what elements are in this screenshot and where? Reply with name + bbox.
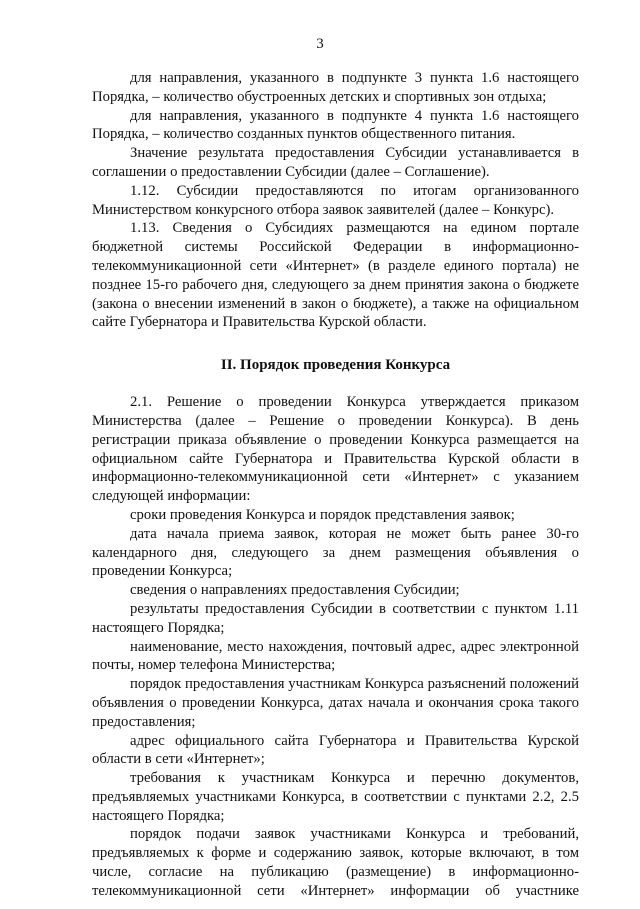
paragraph: результаты предоставления Субсидии в соответствии с пунктом 1.11 настоящего Порядка; [92,600,579,636]
paragraph: требования к участникам Конкурса и перечню документов, предъявляемых участниками Конкурса, в соответствии с пунктами 2.2, 2.5 настоящего Порядка; [92,770,579,824]
paragraph: сведения о направлениях предоставления Субсидии; [130,582,460,599]
paragraph: 2.1. Решение о проведении Конкурса утверждается приказом Министерства (далее – Решение о проведении Конкурса). В день регистрации приказа объявление о проведении Конкурса размещается на официальном сайте Губернатора и Правительства Курской области в информационно-телекоммуникационной сети «Интернет» с указанием следующей информации: [92,394,579,505]
paragraph: дата начала приема заявок, которая не может быть ранее 30-го календарного дня, следующего за днем размещения объявления о проведении Конкурса; [92,525,579,580]
paragraph: Значение результата предоставления Субсидии устанавливается в соглашении о предоставлении Субсидии (далее – Соглашение). [92,145,579,180]
paragraph: порядок подачи заявок участниками Конкурса и требований, предъявляемых к форме и содержанию заявок, которые включают, в том числе, согласие на публикацию (размещение) в информационно-телекоммуникационной сети «Интернет» информации об участнике [92,826,579,899]
paragraph: наименование, место нахождения, почтовый адрес, адрес электронной почты, номер телефона Министерства; [92,638,579,674]
paragraph: сроки проведения Конкурса и порядок представления заявок; [130,506,515,523]
paragraph: адрес официального сайта Губернатора и Правительства Курской области в сети «Интернет»; [92,732,579,768]
section-title: II. Порядок проведения Конкурса [220,357,451,374]
paragraph: для направления, указанного в подпункте 3 пункта 1.6 настоящего Порядка, – количество обустроенных детских и спортивных зон отдыха; [92,70,579,105]
paragraph: для направления, указанного в подпункте 4 пункта 1.6 настоящего Порядка, – количество созданных пунктов общественного питания. [92,107,579,143]
paragraph: порядок предоставления участникам Конкурса разъяснений положений объявления о проведении Конкурса, датах начала и окончания срока такого предоставления; [92,676,579,730]
paragraph: 1.13. Сведения о Субсидиях размещаются на едином портале бюджетной системы Российской Федерации в информационно-телекоммуникационной сети «Интернет» (в разделе единого портала) не позднее 15-го рабочего дня, следующего за днем принятия закона о бюджете (закона о внесении изменений в закон о бюджете), а также на официальном сайте Губернатора и Правительства Курской области. [92,220,579,331]
page-number: 3 [316,36,324,52]
document-body [92,69,579,901]
paragraph: 1.12. Субсидии предоставляются по итогам организованного Министерством конкурсного отбора заявок заявителей (далее – Конкурс). [92,182,579,218]
